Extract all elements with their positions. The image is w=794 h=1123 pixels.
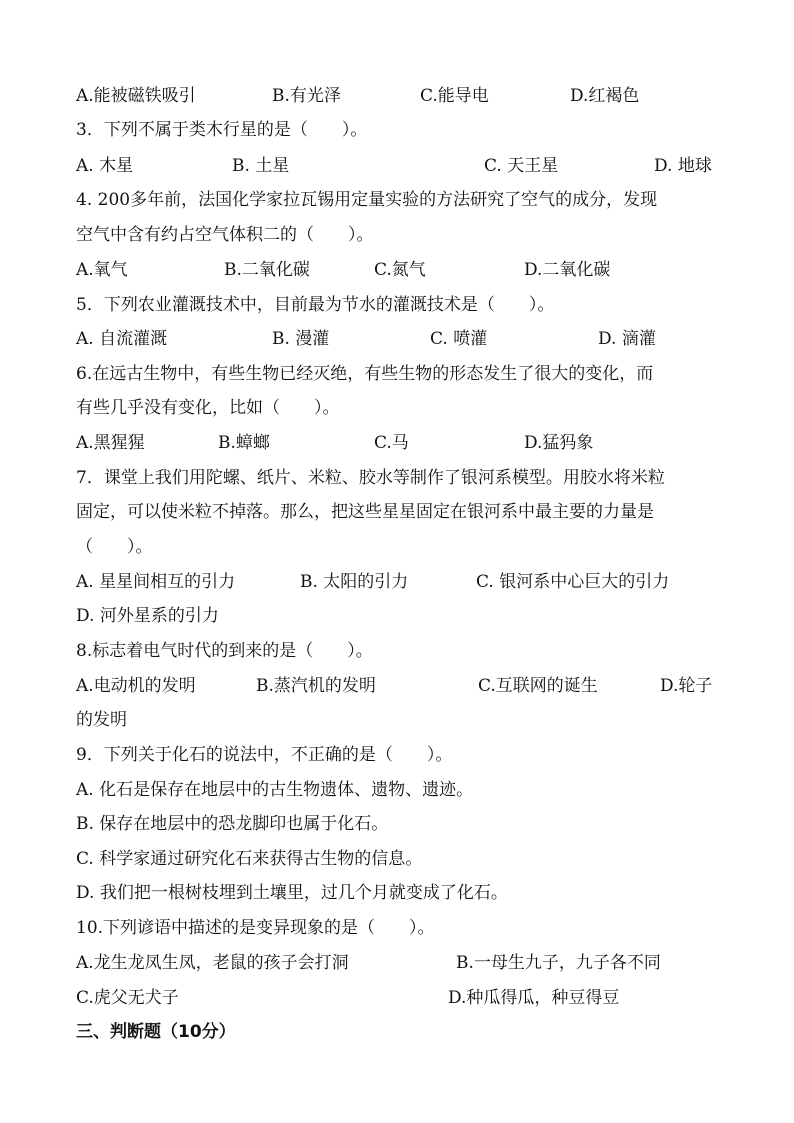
q7-option-a: A. 星星间相互的引力 xyxy=(76,572,236,592)
q7-option-b: B. 太阳的引力 xyxy=(300,572,409,592)
q8-option-d-continuation: 的发明 xyxy=(76,710,127,730)
q10-stem: 10.下列谚语中描述的是变异现象的是（ ）。 xyxy=(76,918,435,938)
q4-stem-line2: 空气中含有约占空气体积二的（ ）。 xyxy=(76,225,374,245)
q4-stem-line1: 4. 200多年前，法国化学家拉瓦锡用定量实验的方法研究了空气的成分，发现 xyxy=(76,190,658,210)
q7-stem-line1: 7．课堂上我们用陀螺、纸片、米粒、胶水等制作了银河系模型。用胶水将米粒 xyxy=(76,468,665,488)
q6-stem-line1: 6.在远古生物中，有些生物已经灭绝，有些生物的形态发生了很大的变化，而 xyxy=(76,364,654,384)
q5-stem: 5．下列农业灌溉技术中，目前最为节水的灌溉技术是（ ）。 xyxy=(76,295,555,315)
q6-option-d: D.猛犸象 xyxy=(524,433,594,453)
q9-option-a: A. 化石是保存在地层中的古生物遗体、遗物、遗迹。 xyxy=(76,780,474,800)
q2-option-a: A.能被磁铁吸引 xyxy=(76,86,196,106)
q5-option-c: C. 喷灌 xyxy=(430,329,488,349)
q4-option-c: C.氮气 xyxy=(374,260,426,280)
q6-option-b: B.蟑螂 xyxy=(218,433,270,453)
q4-option-d: D.二氧化碳 xyxy=(524,260,611,280)
q2-option-c: C.能导电 xyxy=(420,86,489,106)
q3-stem: 3．下列不属于类木行星的是（ ）。 xyxy=(76,120,368,140)
q8-option-c: C.互联网的诞生 xyxy=(478,676,598,696)
q3-option-d: D. 地球 xyxy=(654,156,712,176)
q7-stem-line2: 固定，可以使米粒不掉落。那么，把这些星星固定在银河系中最主要的力量是 xyxy=(76,502,654,522)
q6-stem-line2: 有些几乎没有变化，比如（ ）。 xyxy=(76,398,340,418)
q3-option-a: A. 木星 xyxy=(76,156,134,176)
q8-stem: 8.标志着电气时代的到来的是（ ）。 xyxy=(76,641,373,661)
q5-option-a: A. 自流灌溉 xyxy=(76,329,168,349)
q7-option-c: C. 银河系中心巨大的引力 xyxy=(476,572,670,592)
q9-option-d: D. 我们把一根树枝埋到土壤里，过几个月就变成了化石。 xyxy=(76,883,508,903)
q7-option-d: D. 河外星系的引力 xyxy=(76,606,219,626)
q5-option-b: B. 漫灌 xyxy=(272,329,330,349)
section-heading: 三、判断题（10分） xyxy=(76,1022,236,1042)
q10-option-a: A.龙生龙凤生凤，老鼠的孩子会打洞 xyxy=(76,953,349,973)
q4-option-a: A.氧气 xyxy=(76,260,128,280)
q9-option-c: C. 科学家通过研究化石来获得古生物的信息。 xyxy=(76,849,423,869)
q2-option-d: D.红褐色 xyxy=(570,86,640,106)
q4-option-b: B.二氧化碳 xyxy=(224,260,310,280)
q10-option-c: C.虎父无犬子 xyxy=(76,988,179,1008)
q9-stem: 9．下列关于化石的说法中，不正确的是（ ）。 xyxy=(76,745,453,765)
q10-option-b: B.一母生九子，九子各不同 xyxy=(456,953,661,973)
q7-stem-line3: （ ）。 xyxy=(76,537,153,557)
q8-option-b: B.蒸汽机的发明 xyxy=(256,676,376,696)
q2-option-b: B.有光泽 xyxy=(272,86,341,106)
q6-option-a: A.黑猩猩 xyxy=(76,433,145,453)
q3-option-c: C. 天王星 xyxy=(484,156,559,176)
q8-option-a: A.电动机的发明 xyxy=(76,676,196,696)
q5-option-d: D. 滴灌 xyxy=(598,329,656,349)
q9-option-b: B. 保存在地层中的恐龙脚印也属于化石。 xyxy=(76,814,389,834)
q3-option-b: B. 土星 xyxy=(232,156,290,176)
q10-option-d: D.种瓜得瓜，种豆得豆 xyxy=(448,988,620,1008)
q8-option-d: D.轮子 xyxy=(660,676,713,696)
q6-option-c: C.马 xyxy=(374,433,409,453)
